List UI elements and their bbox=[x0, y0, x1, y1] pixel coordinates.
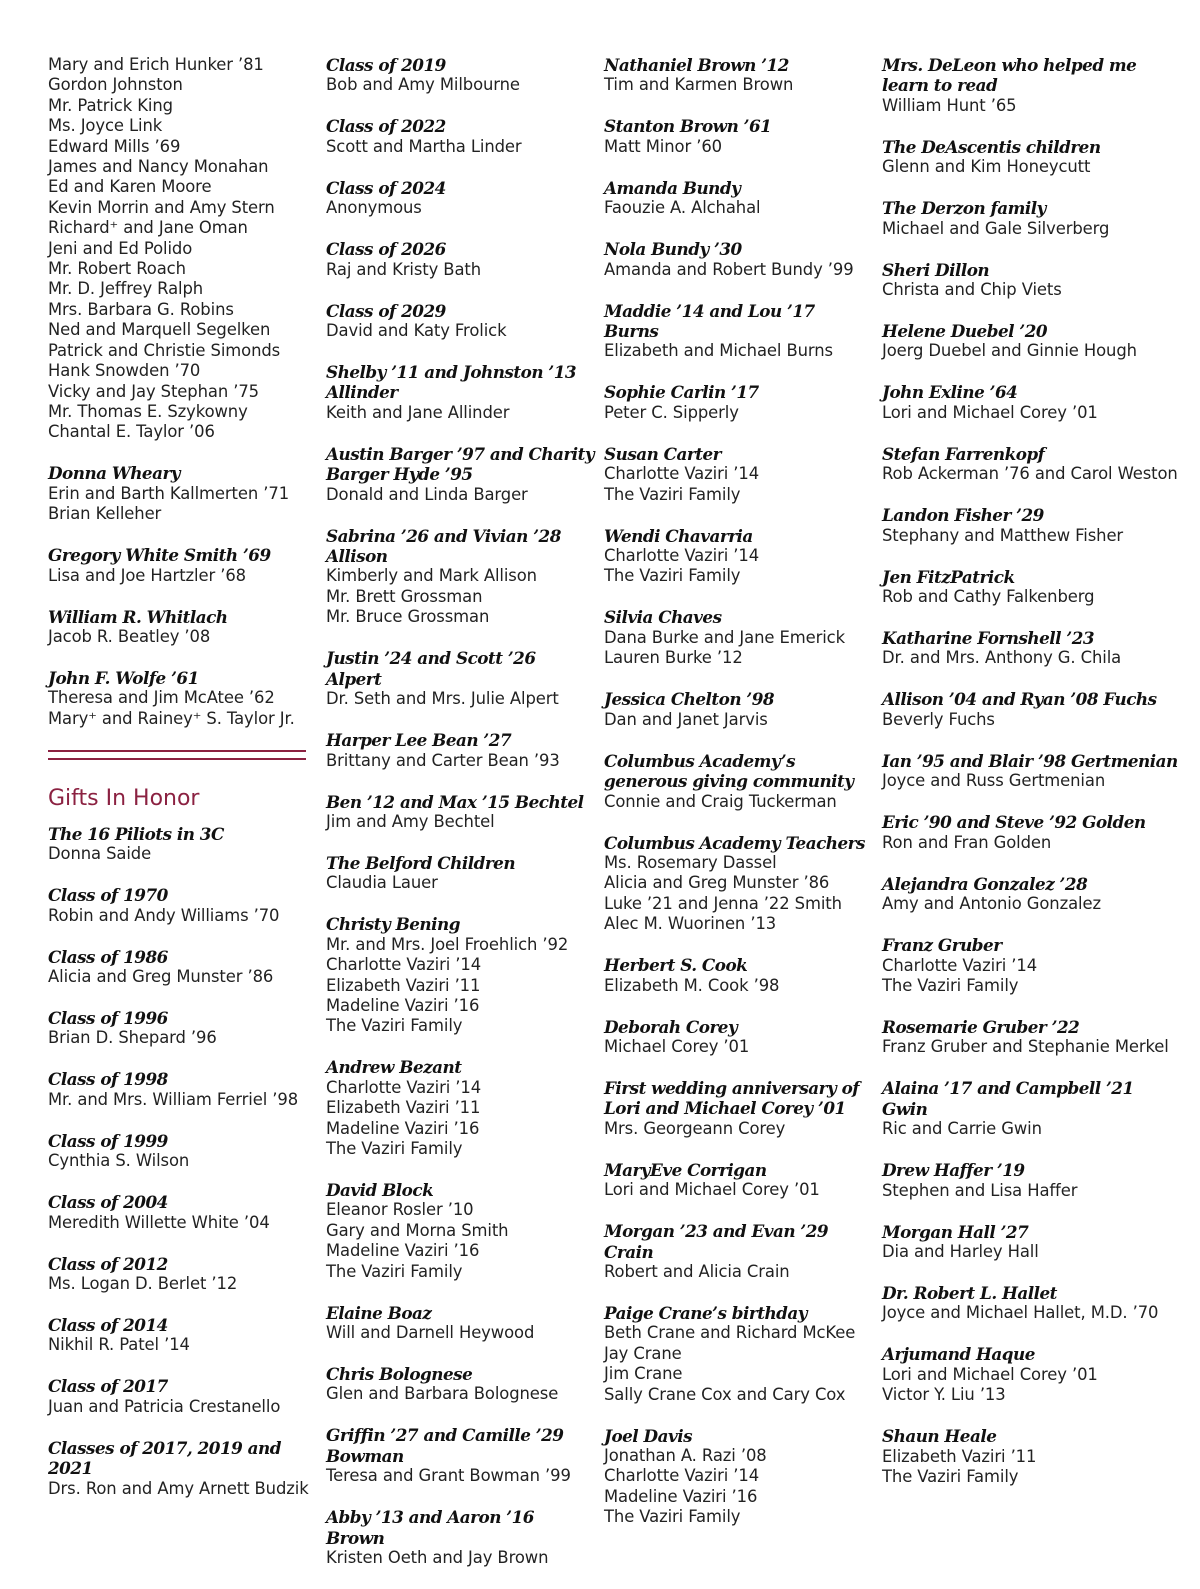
donor-name: Jeni and Ed Polido bbox=[48, 238, 193, 258]
honoree-name: Morgan Hall ’27 bbox=[882, 1221, 1029, 1242]
donor-name: Victor Y. Liu ’13 bbox=[882, 1385, 1006, 1405]
donor-name: Elizabeth Vaziri ’11 bbox=[326, 975, 481, 995]
donor-name: Beth Crane and Richard McKee bbox=[604, 1323, 856, 1343]
donor-name: Mr. Thomas E. Szykowny bbox=[48, 401, 248, 421]
donor-name: Nikhil R. Patel ’14 bbox=[48, 1335, 190, 1355]
donor-name: Luke ’21 and Jenna ’22 Smith bbox=[604, 893, 842, 913]
honoree-name: Franz Gruber bbox=[882, 935, 1002, 956]
honoree-name: Deborah Corey bbox=[604, 1016, 738, 1037]
donor-name: Theresa and Jim McAtee ’62 bbox=[48, 688, 275, 708]
honoree-name: Susan Carter bbox=[604, 443, 722, 464]
tribute-entry bbox=[604, 55, 874, 96]
donor-name: Lisa and Joe Hartzler ’68 bbox=[48, 565, 246, 585]
donor-name: Rob and Cathy Falkenberg bbox=[882, 587, 1095, 607]
donor-name: Elizabeth Vaziri ’11 bbox=[326, 1098, 481, 1118]
honoree-name: MaryEve Corrigan bbox=[604, 1159, 767, 1180]
tribute-entry bbox=[48, 668, 310, 729]
tribute-entry bbox=[604, 178, 874, 219]
honoree-name: Helene Duebel ’20 bbox=[882, 321, 1048, 342]
tribute-entry bbox=[326, 239, 596, 280]
donor-name: Michael Corey ’01 bbox=[604, 1036, 750, 1056]
honoree-name: Jessica Chelton ’98 bbox=[604, 689, 775, 710]
honoree-name: Harper Lee Bean ’27 bbox=[326, 730, 512, 751]
column-1 bbox=[48, 55, 310, 1520]
donor-name: Sally Crane Cox and Cary Cox bbox=[604, 1384, 846, 1404]
donor-name: Scott and Martha Linder bbox=[326, 136, 522, 156]
tribute-entry bbox=[882, 812, 1182, 853]
honoree-name: Landon Fisher ’29 bbox=[882, 505, 1044, 526]
tribute-entry bbox=[882, 1426, 1182, 1487]
tribute-entry bbox=[48, 1131, 310, 1172]
donor-name: David and Katy Frolick bbox=[326, 321, 507, 341]
donor-name: Brian Kelleher bbox=[48, 504, 162, 524]
donor-name: Madeline Vaziri ’16 bbox=[604, 1486, 758, 1506]
tribute-entry bbox=[882, 567, 1182, 608]
honoree-name: Class of 2024 bbox=[326, 177, 446, 198]
tribute-entry bbox=[604, 955, 874, 996]
tribute-entry bbox=[326, 116, 596, 157]
tribute-entry bbox=[48, 885, 310, 926]
donor-name: Charlotte Vaziri ’14 bbox=[882, 955, 1038, 975]
donor-name: Mr. Bruce Grossman bbox=[326, 607, 490, 627]
honoree-name: Class of 1986 bbox=[48, 946, 168, 967]
honoree-name: Stanton Brown ’61 bbox=[604, 116, 772, 137]
donor-name: Tim and Karmen Brown bbox=[604, 75, 794, 95]
donor-name: Matt Minor ’60 bbox=[604, 136, 722, 156]
tribute-entry bbox=[882, 1222, 1182, 1263]
donor-name: Jay Crane bbox=[604, 1343, 682, 1363]
donor-name: James and Nancy Monahan bbox=[48, 157, 269, 177]
honoree-name: Ben ’12 and Max ’15 Bechtel bbox=[326, 791, 584, 812]
donor-name: The Vaziri Family bbox=[604, 1507, 741, 1527]
donor-name: Richard⁺ and Jane Oman bbox=[48, 218, 248, 238]
tribute-entry bbox=[604, 239, 874, 280]
tribute-entry bbox=[604, 116, 874, 157]
donor-name: Cynthia S. Wilson bbox=[48, 1151, 190, 1171]
tribute-entry bbox=[48, 1315, 310, 1356]
tribute-entry bbox=[604, 1221, 874, 1282]
tribute-entry bbox=[48, 1069, 310, 1110]
tribute-entry bbox=[48, 947, 310, 988]
donor-name: Rob Ackerman ’76 and Carol Weston bbox=[882, 464, 1178, 484]
tribute-entry bbox=[882, 55, 1182, 116]
tribute-entry bbox=[326, 1507, 596, 1568]
donor-name: Madeline Vaziri ’16 bbox=[326, 995, 480, 1015]
donor-name: Dr. and Mrs. Anthony G. Chila bbox=[882, 648, 1122, 668]
tribute-entry bbox=[48, 1376, 310, 1417]
honoree-name: William R. Whitlach bbox=[48, 606, 228, 627]
honoree-name: The 16 Piliots in 3C bbox=[48, 823, 224, 844]
donor-name: Mr. Patrick King bbox=[48, 95, 173, 115]
donor-name: Claudia Lauer bbox=[326, 873, 438, 893]
tribute-entry bbox=[882, 1078, 1182, 1139]
honoree-name: Paige Crane’s birthday bbox=[604, 1302, 808, 1323]
donor-name: Keith and Jane Allinder bbox=[326, 402, 510, 422]
tribute-entry bbox=[326, 648, 596, 709]
donor-name: Elizabeth Vaziri ’11 bbox=[882, 1446, 1037, 1466]
donor-name: Beverly Fuchs bbox=[882, 709, 995, 729]
donor-name: Charlotte Vaziri ’14 bbox=[604, 546, 760, 566]
donor-name: Elizabeth M. Cook ’98 bbox=[604, 975, 780, 995]
donor-name: The Vaziri Family bbox=[326, 1016, 463, 1036]
donor-name: Drs. Ron and Amy Arnett Budzik bbox=[48, 1478, 309, 1498]
donor-name: The Vaziri Family bbox=[326, 1261, 463, 1281]
honoree-name: The DeAscentis children bbox=[882, 136, 1101, 157]
honoree-name: Alaina ’17 and Campbell ’21 Gwin bbox=[882, 1078, 1134, 1119]
donor-name: Chantal E. Taylor ’06 bbox=[48, 422, 215, 442]
honor-list bbox=[48, 824, 310, 1499]
section-divider bbox=[48, 750, 306, 760]
honoree-name: Joel Davis bbox=[604, 1425, 693, 1446]
donor-name: Ron and Fran Golden bbox=[882, 832, 1052, 852]
honoree-name: Class of 1998 bbox=[48, 1069, 168, 1090]
honoree-name: Drew Haffer ’19 bbox=[882, 1160, 1025, 1181]
donor-name: Meredith Willette White ’04 bbox=[48, 1212, 270, 1232]
donor-list bbox=[48, 55, 310, 443]
donor-name: Edward Mills ’69 bbox=[48, 136, 181, 156]
donor-name: Robin and Andy Williams ’70 bbox=[48, 905, 280, 925]
honoree-name: Sabrina ’26 and Vivian ’28 Allison bbox=[326, 525, 561, 567]
donor-name: Mr. Robert Roach bbox=[48, 259, 186, 279]
donor-name: Mrs. Georgeann Corey bbox=[604, 1118, 786, 1138]
donor-name: Stephen and Lisa Haffer bbox=[882, 1180, 1078, 1200]
donor-name: Ms. Logan D. Berlet ’12 bbox=[48, 1274, 238, 1293]
donor-name: Gary and Morna Smith bbox=[326, 1220, 509, 1240]
honoree-name: Austin Barger ’97 and Charity Barger Hyde ’95 bbox=[326, 443, 595, 485]
donor-name: Hank Snowden ’70 bbox=[48, 361, 201, 381]
honoree-name: Mrs. DeLeon who helped me learn to read bbox=[882, 55, 1137, 96]
donor-name: Brian D. Shepard ’96 bbox=[48, 1028, 217, 1048]
honoree-name: Christy Bening bbox=[326, 914, 460, 935]
tribute-entry bbox=[882, 1017, 1182, 1058]
tribute-entry bbox=[326, 792, 596, 833]
tribute-entry bbox=[882, 444, 1182, 485]
donor-name: Amanda and Robert Bundy ’99 bbox=[604, 259, 854, 279]
donor-name: Mary⁺ and Rainey⁺ S. Taylor Jr. bbox=[48, 708, 295, 728]
tribute-entry bbox=[882, 935, 1182, 996]
tribute-entry bbox=[882, 1160, 1182, 1201]
tribute-entry bbox=[604, 1160, 874, 1201]
donor-name: Ed and Karen Moore bbox=[48, 177, 212, 197]
honoree-name: Class of 1996 bbox=[48, 1007, 168, 1028]
donor-name: Dia and Harley Hall bbox=[882, 1241, 1039, 1261]
honoree-name: Justin ’24 and Scott ’26 Alpert bbox=[326, 648, 536, 689]
donor-name: Charlotte Vaziri ’14 bbox=[326, 1077, 482, 1097]
tribute-entry bbox=[882, 321, 1182, 362]
honoree-name: Class of 2029 bbox=[326, 300, 446, 321]
tribute-entry bbox=[604, 607, 874, 668]
donor-name: Franz Gruber and Stephanie Merkel bbox=[882, 1037, 1169, 1057]
donor-name: Alec M. Wuorinen ’13 bbox=[604, 914, 777, 934]
honoree-name: Donna Wheary bbox=[48, 463, 181, 484]
honoree-name: Griffin ’27 and Camille ’29 Bowman bbox=[326, 1425, 564, 1466]
donor-name: Raj and Kristy Bath bbox=[326, 259, 482, 279]
tribute-entry bbox=[326, 853, 596, 894]
tribute-entry bbox=[48, 1192, 310, 1233]
honoree-name: Classes of 2017, 2019 and 2021 bbox=[48, 1437, 281, 1479]
donor-name: Dr. Seth and Mrs. Julie Alpert bbox=[326, 689, 559, 709]
tribute-entry bbox=[48, 1008, 310, 1049]
donor-name: Gordon Johnston bbox=[48, 75, 183, 95]
tribute-entry bbox=[882, 751, 1182, 792]
donor-name: Glen and Barbara Bolognese bbox=[326, 1384, 559, 1404]
donor-name: Ms. Joyce Link bbox=[48, 116, 163, 136]
donor-name: Lauren Burke ’12 bbox=[604, 648, 743, 668]
honoree-name: Nola Bundy ’30 bbox=[604, 239, 742, 260]
honoree-name: Arjumand Haque bbox=[882, 1344, 1035, 1365]
honoree-name: Dr. Robert L. Hallet bbox=[882, 1282, 1057, 1303]
honoree-name: Chris Bolognese bbox=[326, 1364, 473, 1384]
donor-name: Faouzie A. Alchahal bbox=[604, 198, 761, 218]
tribute-entry bbox=[604, 1017, 874, 1058]
honoree-name: John F. Wolfe ’61 bbox=[48, 667, 199, 688]
tribute-entry bbox=[882, 689, 1182, 730]
donor-name: Dan and Janet Jarvis bbox=[604, 709, 768, 729]
tribute-entry bbox=[604, 301, 874, 362]
tribute-entry bbox=[326, 55, 596, 96]
donor-name: Kimberly and Mark Allison bbox=[326, 566, 537, 586]
honoree-name: John Exline ’64 bbox=[882, 382, 1018, 403]
honoree-name: The Derzon family bbox=[882, 198, 1046, 219]
tribute-entry bbox=[326, 1425, 596, 1486]
donor-name: Jacob R. Beatley ’08 bbox=[48, 626, 211, 646]
honoree-name: Abby ’13 and Aaron ’16 Brown bbox=[326, 1507, 534, 1548]
tribute-entry bbox=[326, 178, 596, 219]
donor-name: Amy and Antonio Gonzalez bbox=[882, 894, 1101, 914]
honoree-name: Class of 1999 bbox=[48, 1130, 168, 1151]
section-title: Gifts In Honor bbox=[48, 785, 200, 811]
column-4 bbox=[882, 55, 1182, 1508]
tribute-entry bbox=[326, 362, 596, 423]
tribute-entry bbox=[326, 1180, 596, 1282]
donor-name: Peter C. Sipperly bbox=[604, 402, 739, 422]
donor-name: Stephany and Matthew Fisher bbox=[882, 525, 1124, 545]
honoree-name: Amanda Bundy bbox=[604, 177, 741, 198]
tribute-entry bbox=[882, 198, 1182, 239]
donor-name: Brittany and Carter Bean ’93 bbox=[326, 750, 560, 770]
honoree-name: Stefan Farrenkopf bbox=[882, 443, 1045, 464]
tribute-entry bbox=[882, 260, 1182, 301]
donor-name: The Vaziri Family bbox=[882, 975, 1019, 995]
honoree-name: Herbert S. Cook bbox=[604, 955, 748, 976]
tribute-entry bbox=[604, 689, 874, 730]
tribute-entry bbox=[326, 301, 596, 342]
donor-name: Madeline Vaziri ’16 bbox=[326, 1118, 480, 1138]
donor-name: Jim Crane bbox=[604, 1364, 683, 1384]
donor-name: Mr. and Mrs. Joel Froehlich ’92 bbox=[326, 934, 569, 954]
tribute-entry bbox=[882, 505, 1182, 546]
honoree-name: Class of 2026 bbox=[326, 239, 446, 260]
donor-name: Charlotte Vaziri ’14 bbox=[604, 464, 760, 484]
donor-name: Glenn and Kim Honeycutt bbox=[882, 157, 1091, 177]
honoree-name: Maddie ’14 and Lou ’17 Burns bbox=[604, 300, 815, 342]
honoree-name: Morgan ’23 and Evan ’29 Crain bbox=[604, 1221, 829, 1262]
tribute-entry bbox=[882, 382, 1182, 423]
donor-name: Teresa and Grant Bowman ’99 bbox=[326, 1466, 571, 1486]
donor-name: Lori and Michael Corey ’01 bbox=[882, 402, 1098, 422]
donor-name: Erin and Barth Kallmerten ’71 bbox=[48, 483, 290, 503]
donor-name: Alicia and Greg Munster ’86 bbox=[48, 966, 274, 986]
column-2 bbox=[326, 55, 596, 1589]
tribute-entry bbox=[882, 1283, 1182, 1324]
donor-name: Anonymous bbox=[326, 198, 422, 218]
donor-name: Patrick and Christie Simonds bbox=[48, 340, 281, 360]
honoree-name: Nathaniel Brown ’12 bbox=[604, 55, 789, 75]
donor-name: Mr. and Mrs. William Ferriel ’98 bbox=[48, 1089, 299, 1109]
tribute-entry bbox=[326, 1364, 596, 1405]
donor-name: Ric and Carrie Gwin bbox=[882, 1119, 1042, 1139]
honoree-name: Shaun Heale bbox=[882, 1426, 997, 1447]
tribute-entry bbox=[604, 444, 874, 505]
donor-name: Joyce and Russ Gertmenian bbox=[882, 771, 1106, 791]
donor-name: Lori and Michael Corey ’01 bbox=[882, 1364, 1098, 1384]
tribute-entry bbox=[882, 874, 1182, 915]
donor-name: Bob and Amy Milbourne bbox=[326, 75, 520, 95]
donor-name: Joyce and Michael Hallet, M.D. ’70 bbox=[882, 1303, 1159, 1323]
donor-name: Alicia and Greg Munster ’86 bbox=[604, 873, 830, 893]
honoree-name: Ian ’95 and Blair ’98 Gertmenian bbox=[882, 750, 1178, 771]
tribute-entry bbox=[48, 607, 310, 648]
tribute-entry bbox=[48, 545, 310, 586]
honoree-name: The Belford Children bbox=[326, 852, 516, 873]
donor-name: Mr. D. Jeffrey Ralph bbox=[48, 279, 204, 299]
honoree-name: Class of 2017 bbox=[48, 1376, 168, 1397]
donor-name: Connie and Craig Tuckerman bbox=[604, 791, 837, 811]
tribute-entry bbox=[604, 1426, 874, 1528]
donor-name: Mrs. Barbara G. Robins bbox=[48, 299, 234, 319]
tribute-entry bbox=[48, 1254, 310, 1295]
tribute-entry bbox=[882, 137, 1182, 178]
honoree-name: Gregory White Smith ’69 bbox=[48, 545, 271, 566]
donor-name: Ms. Rosemary Dassel bbox=[604, 852, 777, 872]
donor-name: Lori and Michael Corey ’01 bbox=[604, 1180, 820, 1200]
honoree-name: Class of 2022 bbox=[326, 116, 446, 137]
tribute-entry bbox=[604, 1078, 874, 1139]
honoree-name: First wedding anniversary of Lori and Michael Corey ’01 bbox=[604, 1077, 859, 1119]
donor-name: Dana Burke and Jane Emerick bbox=[604, 627, 845, 647]
donor-name: The Vaziri Family bbox=[604, 566, 741, 586]
donor-name: Elizabeth and Michael Burns bbox=[604, 341, 833, 361]
honoree-name: Wendi Chavarria bbox=[604, 525, 753, 546]
donor-name: The Vaziri Family bbox=[604, 484, 741, 504]
donor-name: Charlotte Vaziri ’14 bbox=[326, 955, 482, 975]
honoree-name: Class of 2019 bbox=[326, 55, 446, 75]
honoree-name: Silvia Chaves bbox=[604, 607, 722, 628]
tribute-entry bbox=[604, 1303, 874, 1405]
honoree-name: Katharine Fornshell ’23 bbox=[882, 628, 1095, 649]
tribute-entry bbox=[326, 730, 596, 771]
tribute-entry bbox=[326, 444, 596, 505]
honoree-name: Columbus Academy’s generous giving community bbox=[604, 750, 854, 792]
donor-name: Vicky and Jay Stephan ’75 bbox=[48, 381, 259, 401]
tribute-entry bbox=[604, 526, 874, 587]
tribute-entry bbox=[604, 833, 874, 935]
tribute-entry bbox=[604, 382, 874, 423]
donor-name: The Vaziri Family bbox=[882, 1466, 1019, 1486]
honoree-name: Class of 2012 bbox=[48, 1253, 168, 1274]
donor-name: Eleanor Rosler ’10 bbox=[326, 1200, 474, 1220]
honoree-name: Andrew Bezant bbox=[326, 1057, 462, 1078]
donor-name: The Vaziri Family bbox=[326, 1138, 463, 1158]
donor-name: Mr. Brett Grossman bbox=[326, 586, 483, 606]
donor-name: Charlotte Vaziri ’14 bbox=[604, 1466, 760, 1486]
donor-name: Michael and Gale Silverberg bbox=[882, 218, 1110, 238]
tribute-entry bbox=[48, 824, 310, 865]
honoree-name: David Block bbox=[326, 1179, 434, 1200]
honoree-name: Columbus Academy Teachers bbox=[604, 832, 865, 853]
tribute-entry bbox=[326, 526, 596, 628]
donor-name: Robert and Alicia Crain bbox=[604, 1261, 790, 1281]
donor-name: Donna Saide bbox=[48, 844, 152, 864]
honoree-name: Class of 2014 bbox=[48, 1315, 168, 1335]
honoree-name: Allison ’04 and Ryan ’08 Fuchs bbox=[882, 689, 1157, 710]
tribute-entry bbox=[326, 1057, 596, 1159]
tribute-entry bbox=[48, 463, 310, 524]
donor-name: Donald and Linda Barger bbox=[326, 484, 528, 504]
donor-name: Ned and Marquell Segelken bbox=[48, 320, 271, 340]
donor-name: Mary and Erich Hunker ’81 bbox=[48, 55, 264, 74]
donor-name: Joerg Duebel and Ginnie Hough bbox=[882, 341, 1137, 361]
donor-name: Juan and Patricia Crestanello bbox=[48, 1396, 281, 1416]
tribute-entry bbox=[882, 1344, 1182, 1405]
honoree-name: Sophie Carlin ’17 bbox=[604, 382, 759, 403]
honoree-name: Elaine Boaz bbox=[326, 1302, 432, 1323]
column-3 bbox=[604, 55, 874, 1548]
tribute-entry bbox=[326, 914, 596, 1036]
honoree-name: Sheri Dillon bbox=[882, 259, 990, 280]
honoree-name: Eric ’90 and Steve ’92 Golden bbox=[882, 812, 1146, 833]
memorial-list bbox=[48, 463, 310, 729]
donor-name: William Hunt ’65 bbox=[882, 95, 1017, 115]
donor-name: Madeline Vaziri ’16 bbox=[326, 1241, 480, 1261]
donor-name: Christa and Chip Viets bbox=[882, 280, 1062, 300]
donor-name: Kristen Oeth and Jay Brown bbox=[326, 1548, 549, 1568]
honoree-name: Class of 2004 bbox=[48, 1192, 168, 1213]
honoree-name: Jen FitzPatrick bbox=[882, 566, 1015, 587]
donor-name: Will and Darnell Heywood bbox=[326, 1323, 535, 1342]
tribute-entry bbox=[48, 1438, 310, 1499]
donor-name: Jim and Amy Bechtel bbox=[326, 811, 495, 831]
tribute-entry bbox=[882, 628, 1182, 669]
tribute-entry bbox=[604, 751, 874, 812]
tribute-entry bbox=[326, 1303, 596, 1344]
honoree-name: Shelby ’11 and Johnston ’13 Allinder bbox=[326, 362, 577, 403]
donor-name: Kevin Morrin and Amy Stern bbox=[48, 197, 275, 217]
donor-name: Jonathan A. Razi ’08 bbox=[604, 1446, 767, 1465]
honoree-name: Rosemarie Gruber ’22 bbox=[882, 1016, 1080, 1037]
honoree-name: Alejandra Gonzalez ’28 bbox=[882, 873, 1088, 894]
honoree-name: Class of 1970 bbox=[48, 885, 168, 906]
